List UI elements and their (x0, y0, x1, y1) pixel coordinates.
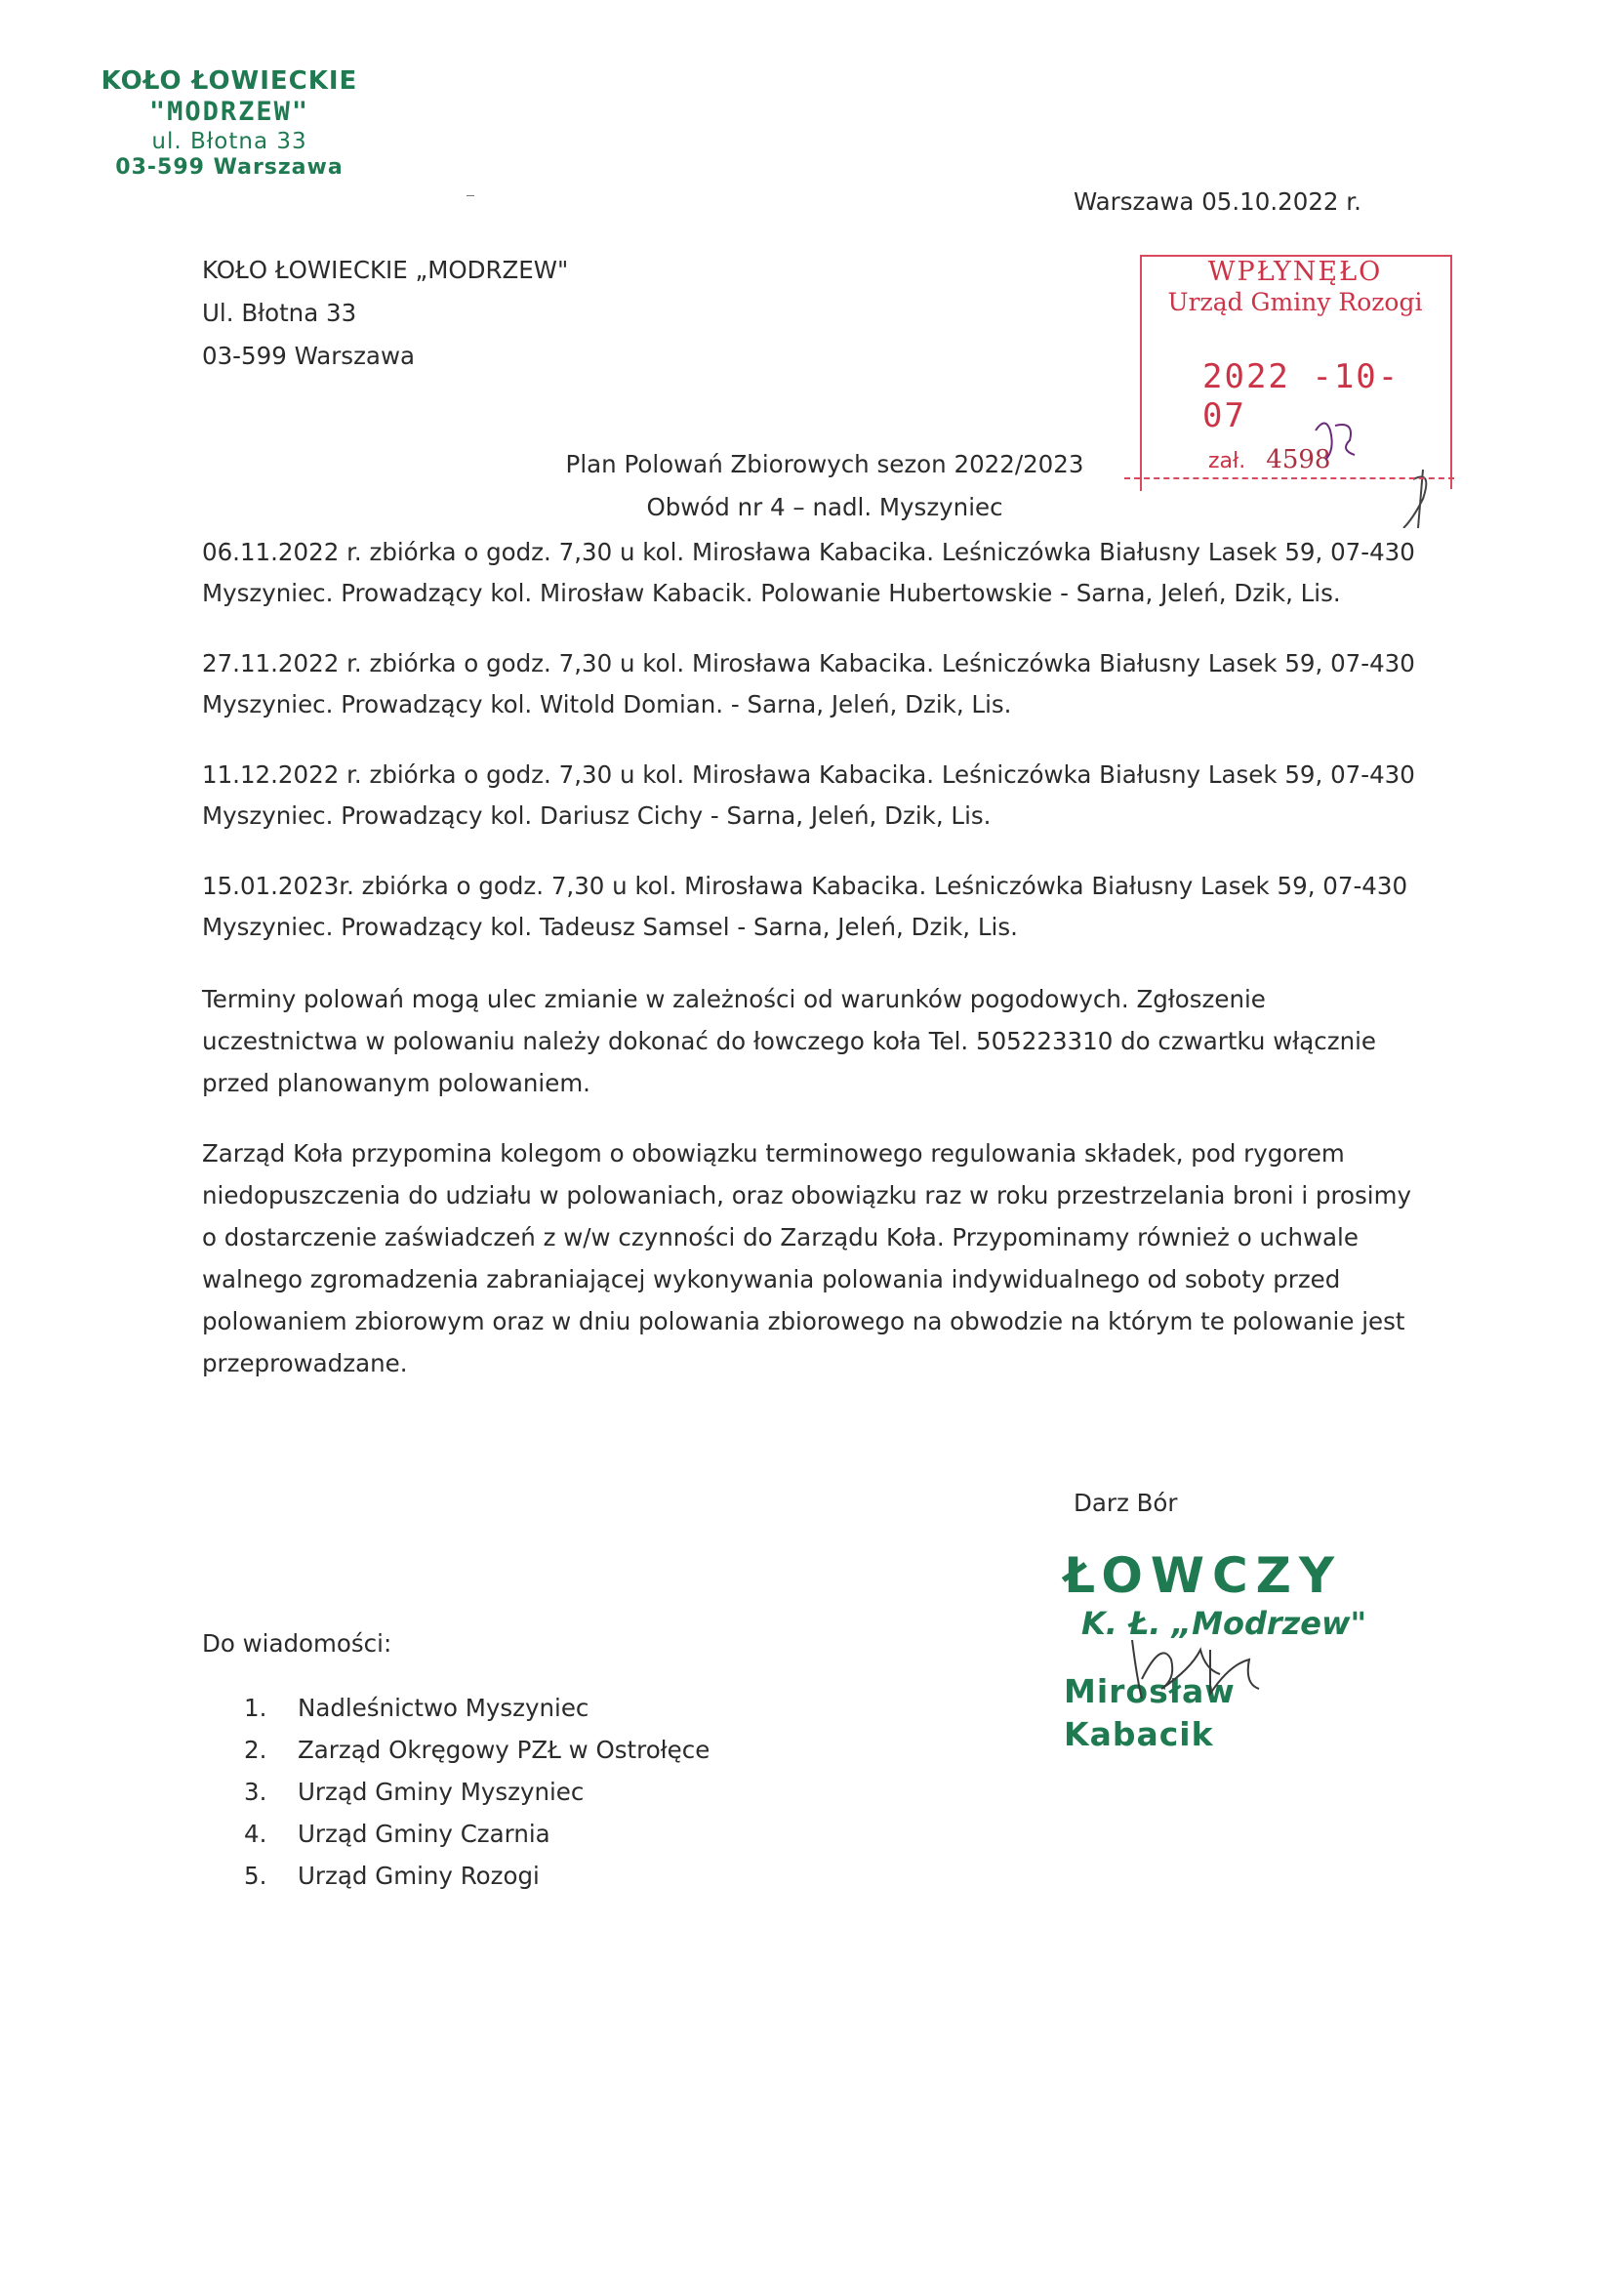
list-number: 4. (244, 1820, 267, 1848)
paragraph-line: przed planowanym polowaniem. (202, 1069, 590, 1097)
sender-city: 03-599 Warszawa (202, 342, 415, 370)
list-text: Urząd Gminy Czarnia (298, 1820, 550, 1848)
list-item (244, 1730, 710, 1772)
received-stamp-title: WPŁYNĘŁO (1207, 257, 1383, 287)
paragraph-line: walnego zgromadzenia zabraniającej wykonywania polowania indywidualnego od soboty przed (202, 1265, 1341, 1293)
hunt-entry-line: Myszyniec. Prowadzący kol. Tadeusz Samsel - Sarna, Jeleń, Dzik, Lis. (202, 913, 1018, 941)
hunt-entry (202, 755, 1451, 837)
hunt-entry-line: Myszyniec. Prowadzący kol. Witold Domian. - Sarna, Jeleń, Dzik, Lis. (202, 690, 1012, 718)
paragraph-line: uczestnictwa w polowaniu należy dokonać do łowczego koła Tel. 505223310 do czwartku włącznie (202, 1027, 1376, 1055)
list-number: 2. (244, 1736, 267, 1764)
cc-label: Do wiadomości: (202, 1629, 392, 1658)
list-text: Nadleśnictwo Myszyniec (298, 1694, 589, 1722)
hunt-entry-line: Myszyniec. Prowadzący kol. Mirosław Kabacik. Polowanie Hubertowskie - Sarna, Jeleń, Dzik, Lis. (202, 579, 1341, 607)
received-stamp-date: 2022 -10- 07 (1202, 357, 1401, 435)
list-item (244, 1856, 710, 1898)
letter-date: Warszawa 05.10.2022 r. (1074, 187, 1361, 216)
stamp-org-line: KOŁO ŁOWIECKIE (101, 66, 358, 96)
signature-title: ŁOWCZY (1064, 1547, 1343, 1604)
list-text: Zarząd Okręgowy PZŁ w Ostrołęce (298, 1736, 710, 1764)
sender-name: KOŁO ŁOWIECKIE „MODRZEW" (202, 256, 569, 284)
paragraph-line: przeprowadzane. (202, 1349, 408, 1377)
plan-subtitle: Obwód nr 4 – nadl. Myszyniec (646, 493, 1003, 521)
stamp-street: ul. Błotna 33 (151, 128, 307, 154)
list-item (244, 1814, 710, 1856)
received-stamp-handwritten-number: 4598 (1266, 445, 1331, 474)
hunt-entry-line: 27.11.2022 r. zbiórka o godz. 7,30 u kol. Mirosława Kabacika. Leśniczówka Białusny Lasek 59, 07-430 (202, 649, 1415, 677)
closing-greeting: Darz Bór (1074, 1489, 1178, 1517)
handwritten-signature-icon (1113, 1620, 1308, 1718)
paragraph-line: o dostarczenie zaświadczeń z w/w czynności do Zarządu Koła. Przypominamy również o uchwale (202, 1223, 1359, 1251)
paragraph-line: niedopuszczenia do udziału w polowaniach, oraz obowiązku raz w roku przestrzelania broni i prosimy (202, 1181, 1411, 1210)
sender-address (202, 250, 568, 379)
notice-paragraph (202, 979, 1471, 1105)
paragraph-line: Terminy polowań mogą ulec zmianie w zależności od warunków pogodowych. Zgłoszenie (202, 985, 1266, 1013)
scan-speck (467, 195, 474, 196)
organization-stamp (73, 66, 386, 182)
hunt-entry (202, 532, 1451, 614)
plan-title: Plan Polowań Zbiorowych sezon 2022/2023 (565, 450, 1084, 478)
hunt-entry (202, 866, 1451, 948)
list-item (244, 1688, 710, 1730)
hunt-schedule (202, 532, 1451, 977)
list-item (244, 1772, 710, 1814)
hunt-entry (202, 643, 1451, 725)
received-stamp-office: Urząd Gminy Rozogi (1167, 288, 1423, 316)
signature-org: K. Ł. „Modrzew" (1081, 1605, 1367, 1642)
list-number: 1. (244, 1694, 267, 1722)
list-number: 5. (244, 1862, 267, 1890)
stamp-city: 03-599 Warszawa (115, 155, 344, 181)
hunt-entry-line: 15.01.2023r. zbiórka o godz. 7,30 u kol. Mirosława Kabacika. Leśniczówka Białusny Lasek 59, 07-430 (202, 872, 1408, 900)
hunt-entry-line: 06.11.2022 r. zbiórka o godz. 7,30 u kol. Mirosława Kabacika. Leśniczówka Białusny Lasek 59, 07-430 (202, 538, 1415, 566)
stamp-org-name: "MODRZEW" (148, 97, 310, 128)
signature-name: Mirosław Kabacik (1064, 1672, 1236, 1753)
board-reminder-paragraph (202, 1133, 1471, 1385)
received-stamp-attachment-label: zał. (1208, 449, 1246, 473)
list-text: Urząd Gminy Myszyniec (298, 1778, 585, 1806)
paragraph-line: polowaniem zbiorowym oraz w dniu polowania zbiorowego na obwodzie na którym te polowanie jest (202, 1307, 1405, 1335)
hunt-entry-line: Myszyniec. Prowadzący kol. Dariusz Cichy - Sarna, Jeleń, Dzik, Lis. (202, 801, 992, 830)
sender-street: Ul. Błotna 33 (202, 299, 357, 327)
cc-list (244, 1688, 710, 1898)
list-number: 3. (244, 1778, 267, 1806)
paragraph-line: Zarząd Koła przypomina kolegom o obowiązku terminowego regulowania składek, pod rygorem (202, 1139, 1345, 1168)
list-text: Urząd Gminy Rozogi (298, 1862, 540, 1890)
hunt-entry-line: 11.12.2022 r. zbiórka o godz. 7,30 u kol. Mirosława Kabacika. Leśniczówka Białusny Lasek 59, 07-430 (202, 760, 1415, 789)
